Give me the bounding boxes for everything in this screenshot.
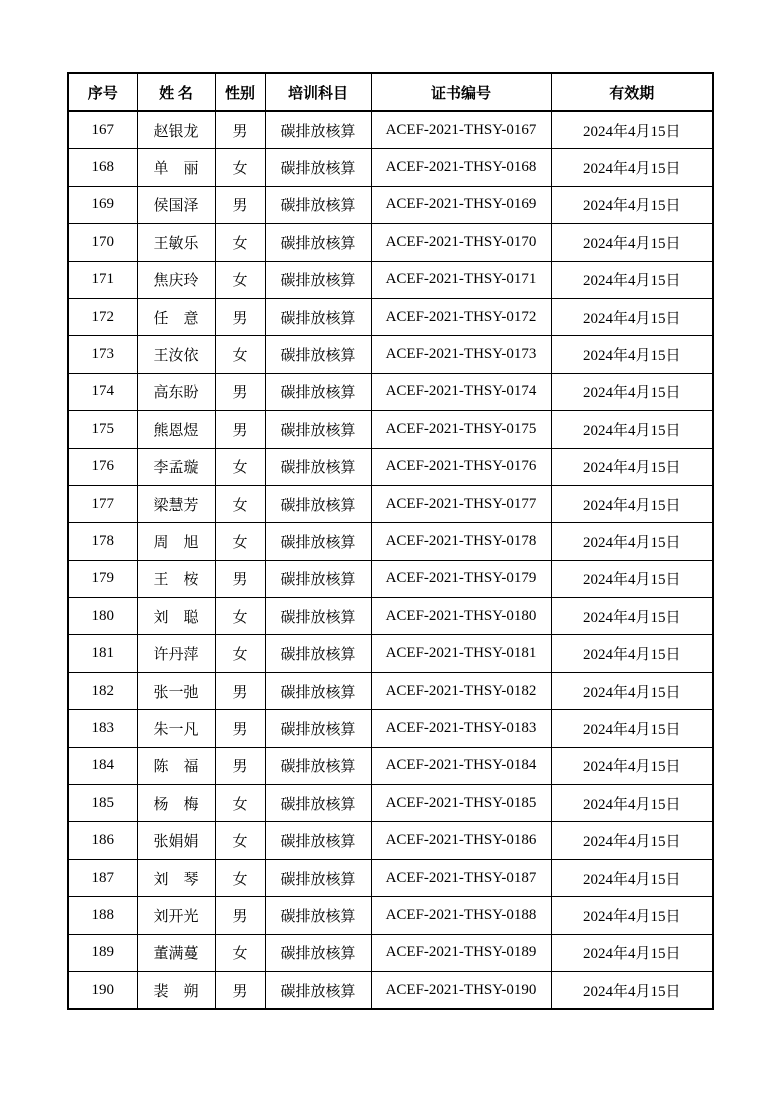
cell-gender: 男	[215, 897, 265, 934]
cell-no: 190	[68, 971, 137, 1009]
cell-subject: 碳排放核算	[265, 224, 371, 261]
cell-no: 170	[68, 224, 137, 261]
cell-no: 174	[68, 373, 137, 410]
cell-no: 183	[68, 710, 137, 747]
cell-no: 188	[68, 897, 137, 934]
cell-valid: 2024年4月15日	[551, 448, 713, 485]
cell-cert: ACEF-2021-THSY-0180	[371, 598, 551, 635]
cell-cert: ACEF-2021-THSY-0173	[371, 336, 551, 373]
table-row	[68, 971, 713, 1009]
table-row	[68, 859, 713, 896]
cell-cert: ACEF-2021-THSY-0175	[371, 411, 551, 448]
cell-valid: 2024年4月15日	[551, 822, 713, 859]
cell-name: 张娟娟	[137, 822, 215, 859]
cell-gender: 男	[215, 560, 265, 597]
cell-name: 王汝依	[137, 336, 215, 373]
cell-gender: 女	[215, 859, 265, 896]
cell-subject: 碳排放核算	[265, 560, 371, 597]
cell-name: 裴 朔	[137, 971, 215, 1009]
cell-valid: 2024年4月15日	[551, 485, 713, 522]
header-no: 序号	[68, 73, 137, 111]
cell-name: 周 旭	[137, 523, 215, 560]
table-row	[68, 149, 713, 186]
cell-no: 189	[68, 934, 137, 971]
certificate-table	[67, 72, 714, 1010]
cell-name: 王 桉	[137, 560, 215, 597]
cell-cert: ACEF-2021-THSY-0185	[371, 785, 551, 822]
cell-subject: 碳排放核算	[265, 186, 371, 223]
cell-no: 181	[68, 635, 137, 672]
table-row	[68, 747, 713, 784]
cell-no: 177	[68, 485, 137, 522]
table-body	[68, 111, 713, 1009]
cell-name: 许丹萍	[137, 635, 215, 672]
cell-subject: 碳排放核算	[265, 934, 371, 971]
cell-gender: 女	[215, 485, 265, 522]
cell-subject: 碳排放核算	[265, 672, 371, 709]
cell-subject: 碳排放核算	[265, 747, 371, 784]
table-row	[68, 710, 713, 747]
table-row	[68, 485, 713, 522]
table-row	[68, 336, 713, 373]
cell-subject: 碳排放核算	[265, 298, 371, 335]
cell-gender: 女	[215, 598, 265, 635]
cell-cert: ACEF-2021-THSY-0189	[371, 934, 551, 971]
cell-name: 杨 梅	[137, 785, 215, 822]
cell-valid: 2024年4月15日	[551, 710, 713, 747]
cell-no: 168	[68, 149, 137, 186]
cell-gender: 男	[215, 111, 265, 149]
cell-gender: 女	[215, 224, 265, 261]
cell-name: 董满蔓	[137, 934, 215, 971]
table-row	[68, 261, 713, 298]
cell-valid: 2024年4月15日	[551, 672, 713, 709]
cell-cert: ACEF-2021-THSY-0172	[371, 298, 551, 335]
cell-valid: 2024年4月15日	[551, 635, 713, 672]
cell-name: 焦庆玲	[137, 261, 215, 298]
cell-gender: 男	[215, 672, 265, 709]
cell-cert: ACEF-2021-THSY-0187	[371, 859, 551, 896]
cell-no: 175	[68, 411, 137, 448]
cell-subject: 碳排放核算	[265, 635, 371, 672]
cell-subject: 碳排放核算	[265, 859, 371, 896]
cell-name: 侯国泽	[137, 186, 215, 223]
cell-subject: 碳排放核算	[265, 971, 371, 1009]
cell-name: 赵银龙	[137, 111, 215, 149]
cell-gender: 女	[215, 635, 265, 672]
header-valid: 有效期	[551, 73, 713, 111]
cell-name: 高东盼	[137, 373, 215, 410]
cell-cert: ACEF-2021-THSY-0169	[371, 186, 551, 223]
cell-valid: 2024年4月15日	[551, 224, 713, 261]
cell-valid: 2024年4月15日	[551, 261, 713, 298]
table-row	[68, 672, 713, 709]
cell-no: 173	[68, 336, 137, 373]
cell-gender: 女	[215, 785, 265, 822]
cell-subject: 碳排放核算	[265, 261, 371, 298]
table-row	[68, 822, 713, 859]
cell-name: 朱一凡	[137, 710, 215, 747]
table-row	[68, 373, 713, 410]
cell-valid: 2024年4月15日	[551, 523, 713, 560]
cell-valid: 2024年4月15日	[551, 598, 713, 635]
header-row	[68, 73, 713, 111]
table-row	[68, 523, 713, 560]
cell-valid: 2024年4月15日	[551, 336, 713, 373]
cell-subject: 碳排放核算	[265, 448, 371, 485]
cell-valid: 2024年4月15日	[551, 149, 713, 186]
cell-no: 184	[68, 747, 137, 784]
table-row	[68, 560, 713, 597]
cell-valid: 2024年4月15日	[551, 560, 713, 597]
table-row	[68, 934, 713, 971]
cell-name: 王敏乐	[137, 224, 215, 261]
cell-no: 179	[68, 560, 137, 597]
table-row	[68, 298, 713, 335]
cell-cert: ACEF-2021-THSY-0167	[371, 111, 551, 149]
cell-cert: ACEF-2021-THSY-0183	[371, 710, 551, 747]
cell-no: 169	[68, 186, 137, 223]
cell-valid: 2024年4月15日	[551, 411, 713, 448]
table-row	[68, 411, 713, 448]
cell-no: 176	[68, 448, 137, 485]
cell-valid: 2024年4月15日	[551, 747, 713, 784]
table-header	[68, 73, 713, 111]
cell-gender: 女	[215, 448, 265, 485]
cell-cert: ACEF-2021-THSY-0188	[371, 897, 551, 934]
cell-gender: 女	[215, 934, 265, 971]
cell-name: 单 丽	[137, 149, 215, 186]
table-row	[68, 111, 713, 149]
cell-no: 180	[68, 598, 137, 635]
cell-no: 185	[68, 785, 137, 822]
cell-gender: 男	[215, 373, 265, 410]
cell-cert: ACEF-2021-THSY-0181	[371, 635, 551, 672]
header-subject: 培训科目	[265, 73, 371, 111]
cell-valid: 2024年4月15日	[551, 934, 713, 971]
cell-valid: 2024年4月15日	[551, 897, 713, 934]
cell-name: 陈 福	[137, 747, 215, 784]
table-row	[68, 635, 713, 672]
cell-subject: 碳排放核算	[265, 149, 371, 186]
cell-subject: 碳排放核算	[265, 822, 371, 859]
cell-no: 178	[68, 523, 137, 560]
cell-gender: 女	[215, 336, 265, 373]
cell-cert: ACEF-2021-THSY-0186	[371, 822, 551, 859]
header-name: 姓 名	[137, 73, 215, 111]
cell-valid: 2024年4月15日	[551, 111, 713, 149]
cell-valid: 2024年4月15日	[551, 186, 713, 223]
cell-valid: 2024年4月15日	[551, 859, 713, 896]
cell-name: 熊恩煜	[137, 411, 215, 448]
cell-gender: 男	[215, 971, 265, 1009]
cell-cert: ACEF-2021-THSY-0184	[371, 747, 551, 784]
cell-name: 刘 聪	[137, 598, 215, 635]
cell-gender: 女	[215, 261, 265, 298]
cell-cert: ACEF-2021-THSY-0168	[371, 149, 551, 186]
cell-gender: 男	[215, 186, 265, 223]
cell-valid: 2024年4月15日	[551, 785, 713, 822]
cell-name: 梁慧芳	[137, 485, 215, 522]
cell-cert: ACEF-2021-THSY-0179	[371, 560, 551, 597]
cell-name: 李孟璇	[137, 448, 215, 485]
cell-gender: 女	[215, 149, 265, 186]
cell-gender: 男	[215, 411, 265, 448]
table-row	[68, 598, 713, 635]
cell-name: 张一弛	[137, 672, 215, 709]
cell-cert: ACEF-2021-THSY-0176	[371, 448, 551, 485]
cell-subject: 碳排放核算	[265, 897, 371, 934]
cell-cert: ACEF-2021-THSY-0174	[371, 373, 551, 410]
cell-cert: ACEF-2021-THSY-0190	[371, 971, 551, 1009]
cell-gender: 男	[215, 747, 265, 784]
cell-gender: 女	[215, 822, 265, 859]
cell-no: 187	[68, 859, 137, 896]
cell-cert: ACEF-2021-THSY-0178	[371, 523, 551, 560]
cell-no: 167	[68, 111, 137, 149]
header-gender: 性别	[215, 73, 265, 111]
table-row	[68, 448, 713, 485]
cell-cert: ACEF-2021-THSY-0171	[371, 261, 551, 298]
cell-subject: 碳排放核算	[265, 710, 371, 747]
cell-cert: ACEF-2021-THSY-0182	[371, 672, 551, 709]
cell-subject: 碳排放核算	[265, 785, 371, 822]
header-cert: 证书编号	[371, 73, 551, 111]
cell-gender: 男	[215, 298, 265, 335]
cell-valid: 2024年4月15日	[551, 373, 713, 410]
cell-subject: 碳排放核算	[265, 485, 371, 522]
cell-no: 186	[68, 822, 137, 859]
cell-subject: 碳排放核算	[265, 373, 371, 410]
cell-name: 刘 琴	[137, 859, 215, 896]
cell-subject: 碳排放核算	[265, 411, 371, 448]
cell-name: 刘开光	[137, 897, 215, 934]
cell-name: 任 意	[137, 298, 215, 335]
cell-subject: 碳排放核算	[265, 598, 371, 635]
table-row	[68, 897, 713, 934]
cell-gender: 女	[215, 523, 265, 560]
cell-cert: ACEF-2021-THSY-0170	[371, 224, 551, 261]
cell-valid: 2024年4月15日	[551, 298, 713, 335]
table-row	[68, 224, 713, 261]
cell-subject: 碳排放核算	[265, 111, 371, 149]
cell-no: 182	[68, 672, 137, 709]
cell-subject: 碳排放核算	[265, 523, 371, 560]
table-row	[68, 785, 713, 822]
cell-cert: ACEF-2021-THSY-0177	[371, 485, 551, 522]
cell-no: 171	[68, 261, 137, 298]
cell-subject: 碳排放核算	[265, 336, 371, 373]
cell-no: 172	[68, 298, 137, 335]
cell-gender: 男	[215, 710, 265, 747]
table-row	[68, 186, 713, 223]
cell-valid: 2024年4月15日	[551, 971, 713, 1009]
